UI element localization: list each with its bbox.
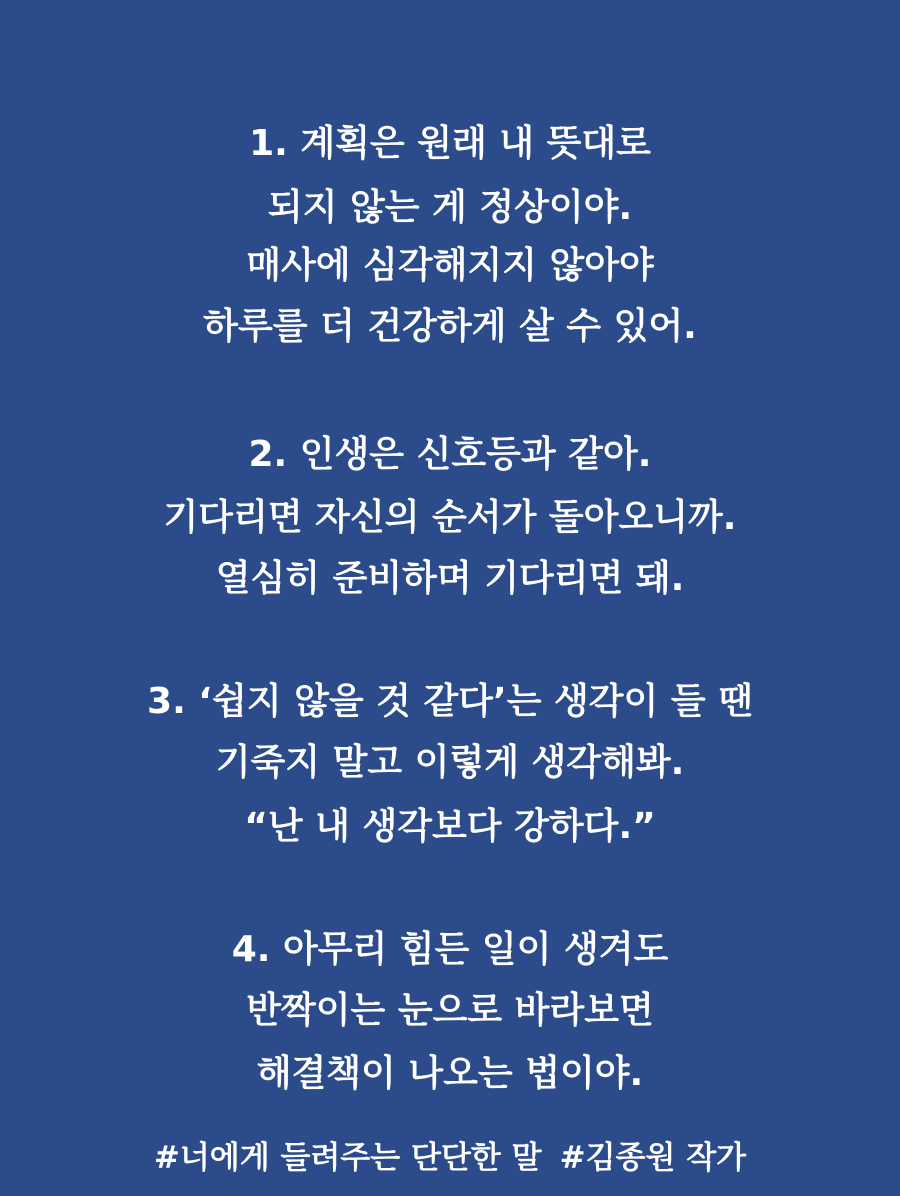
paragraph-line: 하루를 더 건강하게 살 수 있어. bbox=[203, 306, 697, 347]
paragraph-line: 해결책이 나오는 법이야. bbox=[256, 1053, 644, 1094]
paragraph-line: 매사에 심각해지지 않아야 bbox=[246, 245, 654, 286]
paragraph-line: 4. 아무리 힘든 일이 생겨도 bbox=[231, 929, 669, 970]
paragraph-line: 3. ‘쉽지 않을 것 같다’는 생각이 들 땐 bbox=[147, 681, 753, 722]
paragraph-line: “난 내 생각보다 강하다.” bbox=[244, 806, 656, 847]
paragraph-line: 반짝이는 눈으로 바라보면 bbox=[246, 990, 654, 1031]
paragraph-line: 기다리면 자신의 순서가 돌아오니까. bbox=[163, 497, 737, 538]
paragraph-line: 열심히 준비하며 기다리면 돼. bbox=[215, 558, 685, 599]
paragraph-line: 기죽지 말고 이렇게 생각해봐. bbox=[215, 742, 685, 783]
hashtag-footer bbox=[0, 1138, 900, 1178]
hashtag-book-title: #너에게 들려주는 단단한 말 bbox=[153, 1140, 542, 1176]
paragraph-line: 2. 인생은 신호등과 같아. bbox=[248, 434, 652, 475]
paragraph-line: 1. 계획은 원래 내 뜻대로 bbox=[249, 123, 651, 164]
hashtag-author: #김종원 작가 bbox=[559, 1140, 747, 1176]
paragraph-line: 되지 않는 게 정상이야. bbox=[267, 187, 633, 228]
